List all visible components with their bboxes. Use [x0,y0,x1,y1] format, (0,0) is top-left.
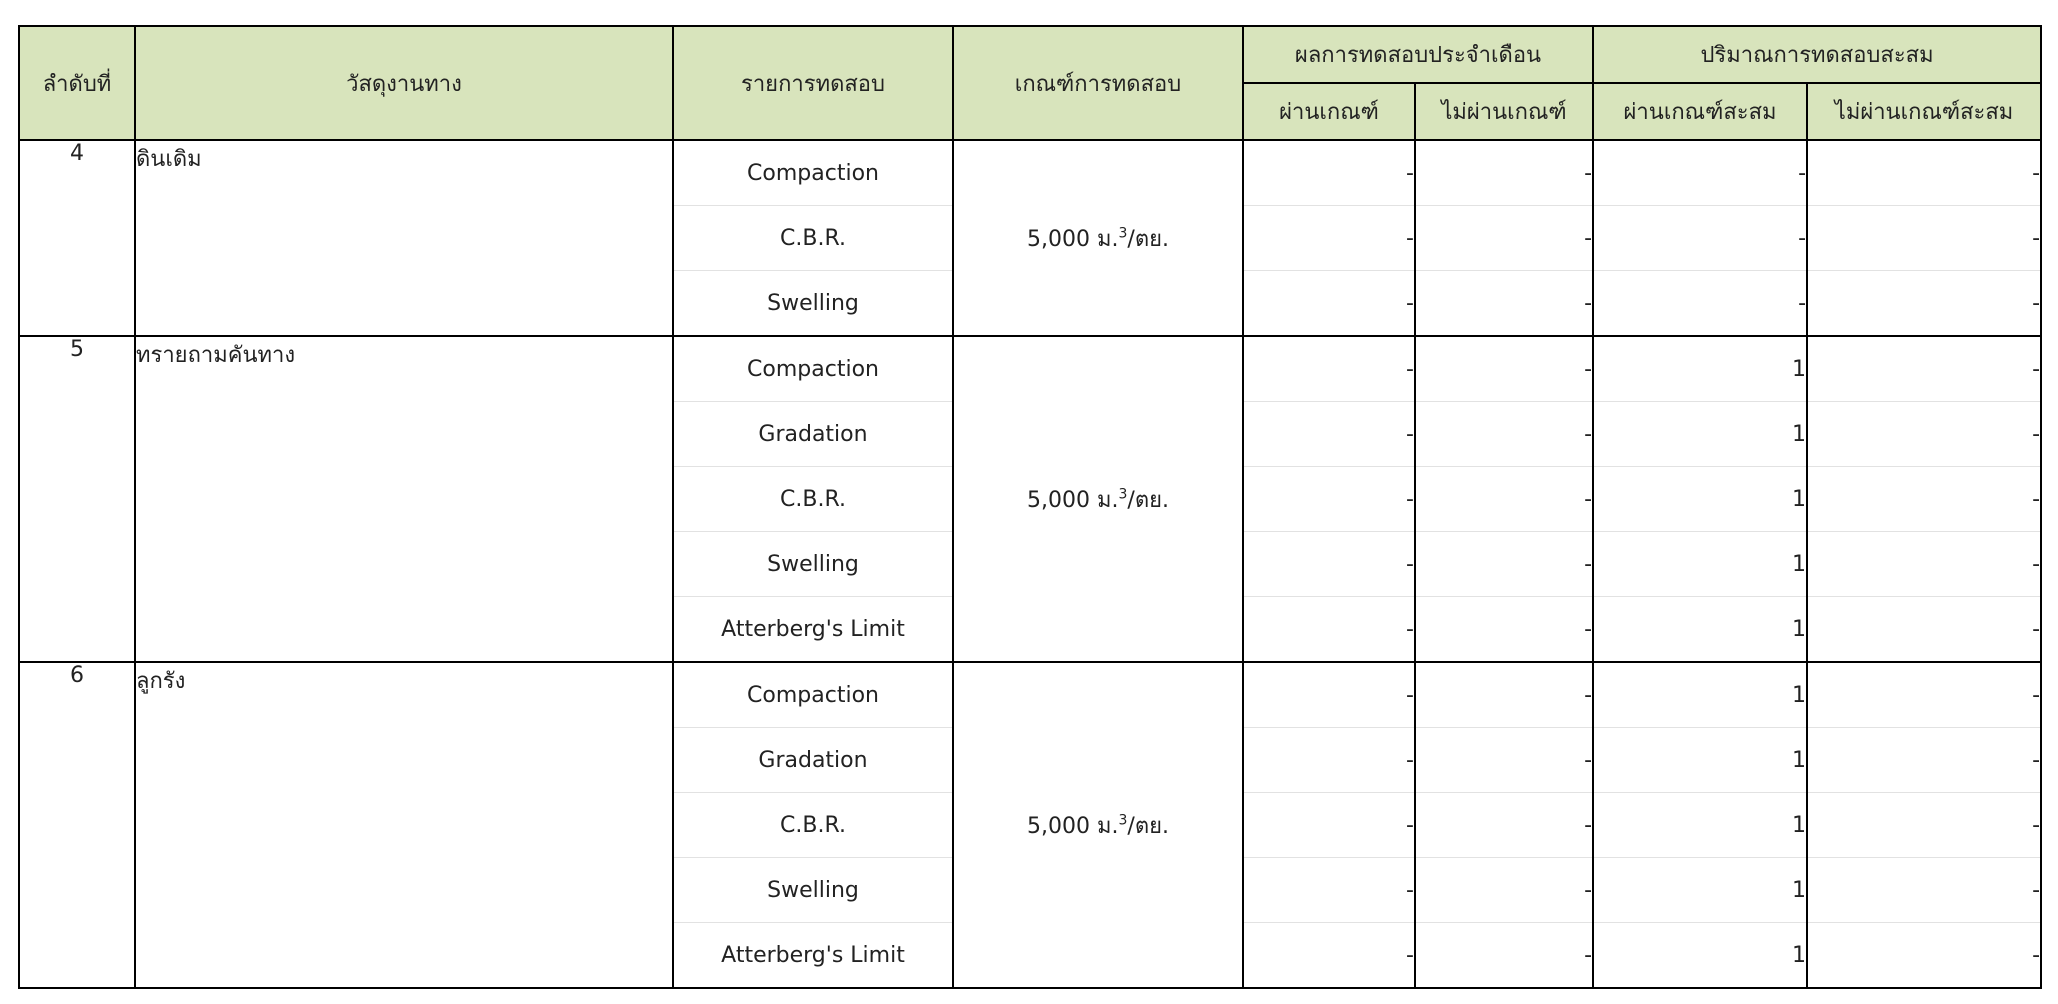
test-item-cell: C.B.R. [673,206,953,271]
criteria-sup: 3 [1118,812,1128,829]
table-row [19,662,2041,728]
criteria-unit: /ตย. [1127,226,1169,252]
cum-pass-cell: 1 [1593,467,1807,532]
test-item-cell: Compaction [673,336,953,402]
cum-fail-cell: - [1807,206,2041,271]
test-item-cell: Swelling [673,532,953,597]
fail-cell: - [1415,858,1593,923]
criteria-value: 5,000 ม. [1027,226,1119,252]
material-cell: ทรายถามคันทาง [135,336,673,662]
pass-cell: - [1243,728,1415,793]
fail-cell: - [1415,402,1593,467]
cum-pass-cell: 1 [1593,793,1807,858]
header-fail: ไม่ผ่านเกณฑ์ [1415,83,1593,140]
seq-cell: 5 [19,336,135,662]
fail-cell: - [1415,597,1593,663]
pass-cell: - [1243,793,1415,858]
cum-fail-cell: - [1807,858,2041,923]
pass-cell: - [1243,662,1415,728]
cum-pass-cell: 1 [1593,532,1807,597]
pass-cell: - [1243,402,1415,467]
criteria-cell [953,140,1243,336]
test-item-cell: C.B.R. [673,793,953,858]
header-cum-pass: ผ่านเกณฑ์สะสม [1593,83,1807,140]
material-cell: ดินเดิม [135,140,673,336]
cum-fail-cell: - [1807,140,2041,206]
cum-pass-cell: - [1593,140,1807,206]
test-item-cell: Swelling [673,858,953,923]
cum-pass-cell: 1 [1593,728,1807,793]
fail-cell: - [1415,336,1593,402]
seq-cell: 4 [19,140,135,336]
fail-cell: - [1415,140,1593,206]
material-cell: ลูกรัง [135,662,673,988]
cum-fail-cell: - [1807,923,2041,989]
cum-pass-cell: 1 [1593,923,1807,989]
fail-cell: - [1415,271,1593,337]
cum-pass-cell: 1 [1593,662,1807,728]
pass-cell: - [1243,140,1415,206]
table-body [19,140,2041,988]
cum-fail-cell: - [1807,728,2041,793]
fail-cell: - [1415,728,1593,793]
test-item-cell: Gradation [673,402,953,467]
pass-cell: - [1243,271,1415,337]
criteria-sup: 3 [1118,486,1128,503]
header-seq: ลำดับที่ [19,26,135,140]
cum-pass-cell: 1 [1593,336,1807,402]
criteria-unit: /ตย. [1127,813,1169,839]
pass-cell: - [1243,336,1415,402]
pass-cell: - [1243,923,1415,989]
test-item-cell: Atterberg's Limit [673,597,953,663]
cum-fail-cell: - [1807,467,2041,532]
cum-fail-cell: - [1807,402,2041,467]
criteria-cell [953,336,1243,662]
test-item-cell: Compaction [673,662,953,728]
criteria-cell [953,662,1243,988]
header-criteria: เกณฑ์การทดสอบ [953,26,1243,140]
criteria-sup: 3 [1118,225,1128,242]
test-item-cell: C.B.R. [673,467,953,532]
header-material: วัสดุงานทาง [135,26,673,140]
fail-cell: - [1415,662,1593,728]
pass-cell: - [1243,467,1415,532]
cum-fail-cell: - [1807,597,2041,663]
fail-cell: - [1415,923,1593,989]
seq-cell: 6 [19,662,135,988]
cum-pass-cell: 1 [1593,402,1807,467]
test-item-cell: Gradation [673,728,953,793]
fail-cell: - [1415,467,1593,532]
cum-fail-cell: - [1807,336,2041,402]
header-test-item: รายการทดสอบ [673,26,953,140]
header-cumulative: ปริมาณการทดสอบสะสม [1593,26,2041,83]
fail-cell: - [1415,793,1593,858]
cum-fail-cell: - [1807,662,2041,728]
cum-fail-cell: - [1807,793,2041,858]
test-item-cell: Compaction [673,140,953,206]
header-cum-fail: ไม่ผ่านเกณฑ์สะสม [1807,83,2041,140]
cum-pass-cell: - [1593,206,1807,271]
test-results-table [18,25,2042,989]
header-pass: ผ่านเกณฑ์ [1243,83,1415,140]
header-monthly: ผลการทดสอบประจำเดือน [1243,26,1593,83]
cum-pass-cell: - [1593,271,1807,337]
cum-pass-cell: 1 [1593,597,1807,663]
test-item-cell: Atterberg's Limit [673,923,953,989]
pass-cell: - [1243,206,1415,271]
cum-fail-cell: - [1807,532,2041,597]
cum-fail-cell: - [1807,271,2041,337]
pass-cell: - [1243,532,1415,597]
cum-pass-cell: 1 [1593,858,1807,923]
criteria-value: 5,000 ม. [1027,487,1119,513]
fail-cell: - [1415,206,1593,271]
table-row [19,336,2041,402]
criteria-value: 5,000 ม. [1027,813,1119,839]
pass-cell: - [1243,597,1415,663]
fail-cell: - [1415,532,1593,597]
table-row [19,140,2041,206]
test-item-cell: Swelling [673,271,953,337]
criteria-unit: /ตย. [1127,487,1169,513]
pass-cell: - [1243,858,1415,923]
